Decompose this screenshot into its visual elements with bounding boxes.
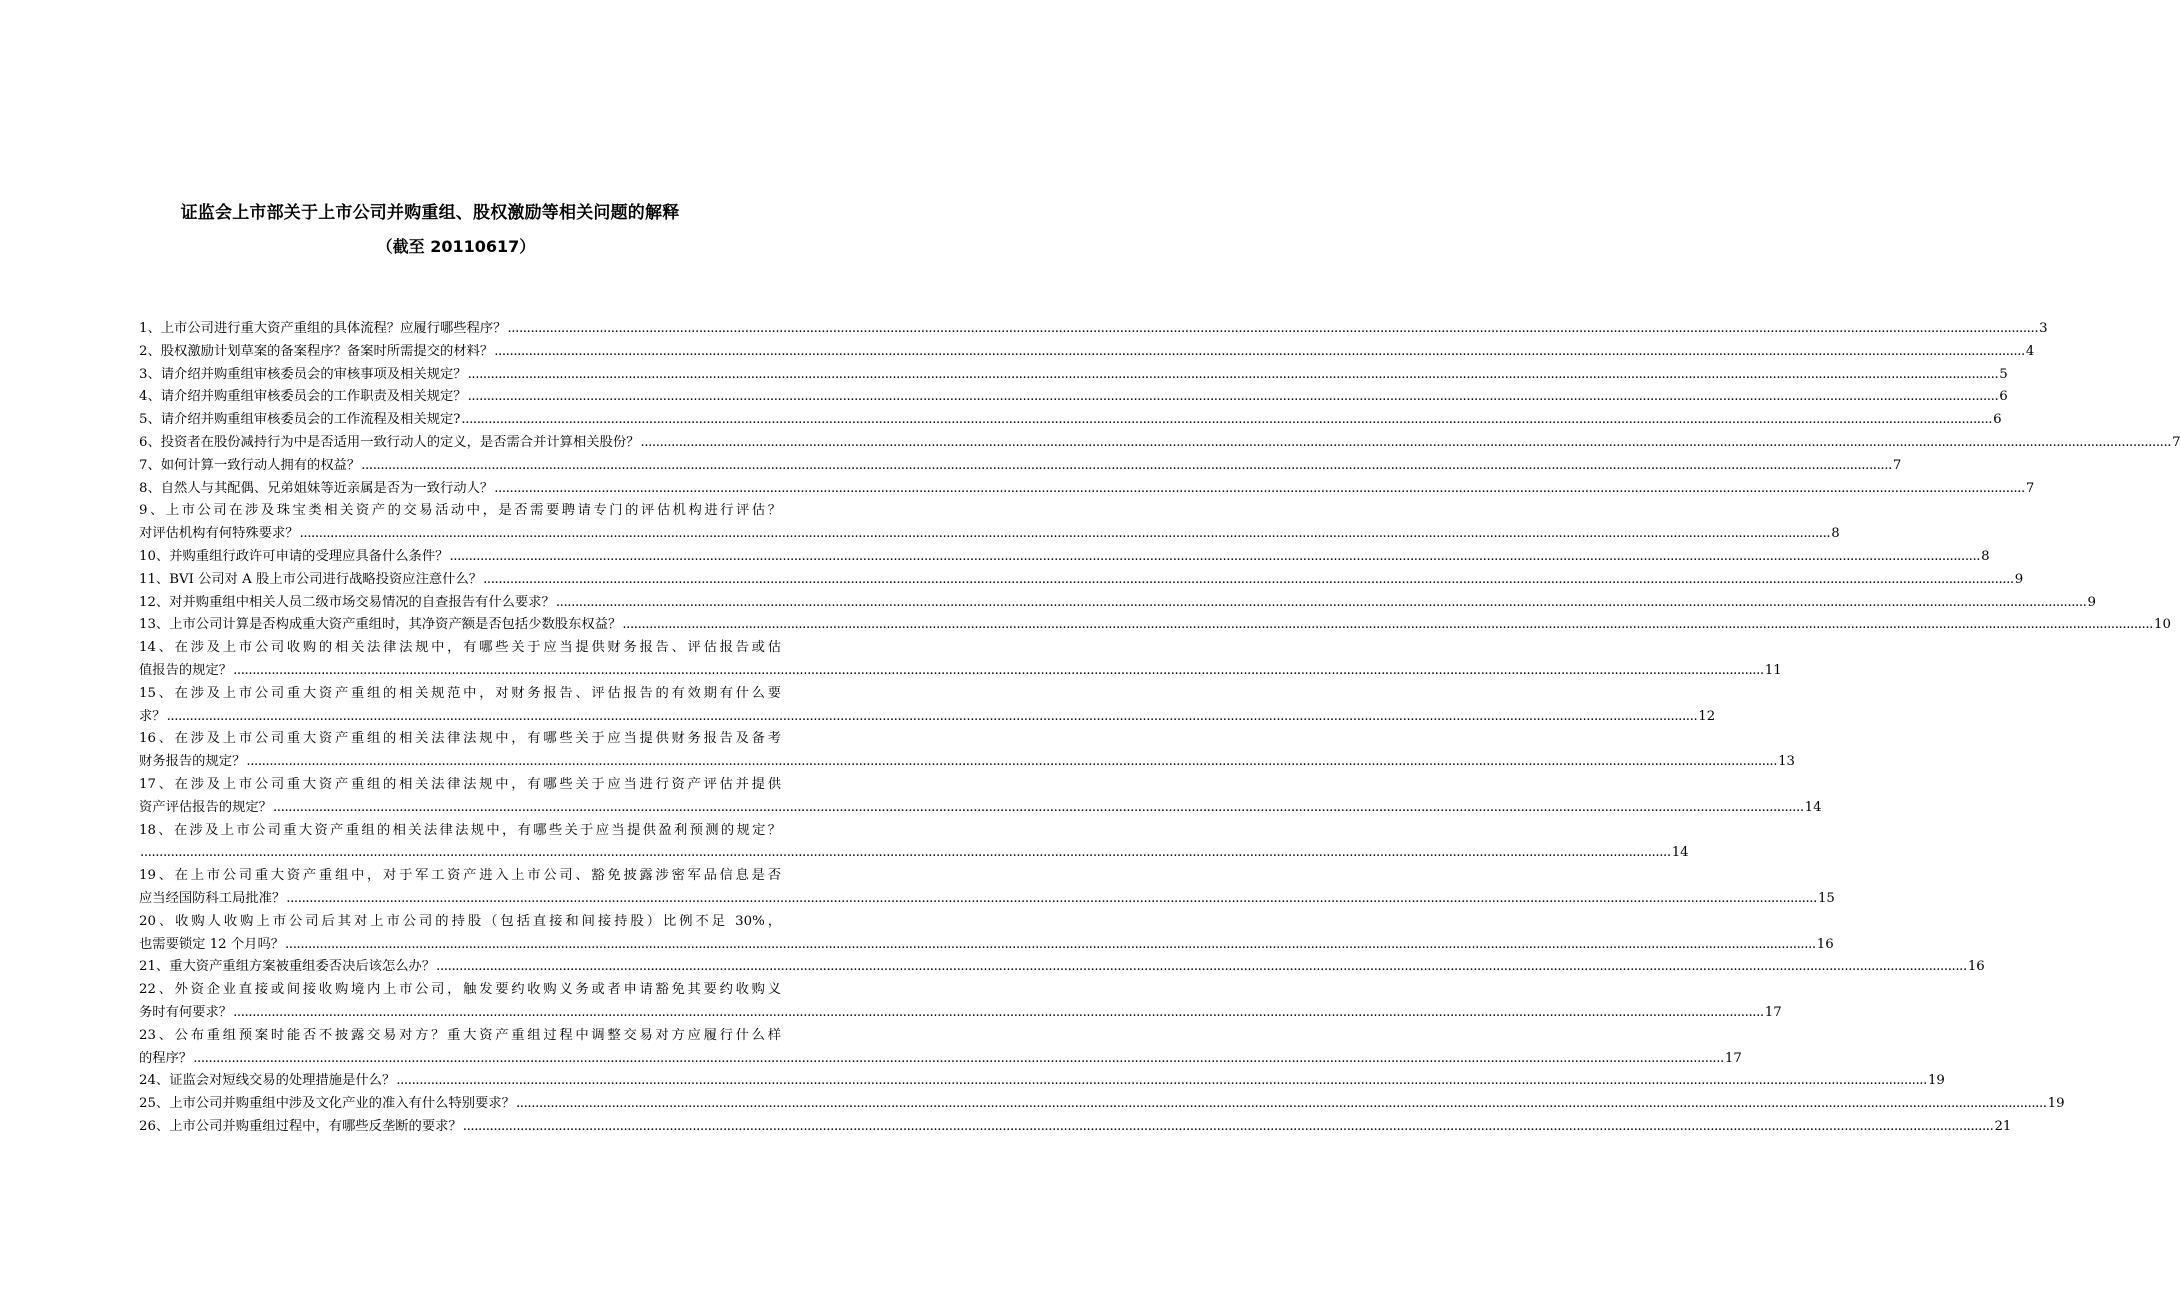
toc-entry-row (139, 1048, 1742, 1071)
toc-entry-text-line: 19、在上市公司重大资产重组中，对于军工资产进入上市公司、豁免披露涉密军品信息是否 (139, 868, 781, 884)
toc-entry-row (139, 1093, 2065, 1116)
toc-leader-dots: ................................................................................................................................................................................................................................................................................................................................................................................................................ (299, 526, 1831, 542)
toc-entry-text: 26、上市公司并购重组过程中，有哪些反垄断的要求？ (139, 1118, 462, 1134)
toc-entry-row (139, 523, 1840, 546)
toc-leader-dots: ................................................................................................................................................................................................................................................................................................................................................................................................................ (285, 936, 1816, 952)
toc-page-number: 14 (1804, 799, 1822, 815)
toc-page-number: 17 (1764, 1004, 1782, 1020)
toc-leader-dots: ................................................................................................................................................................................................................................................................................................................................................................................................................ (462, 1118, 1994, 1134)
toc-leader-dots: ................................................................................................................................................................................................................................................................................................................................................................................................................ (436, 959, 1967, 975)
toc-page-number: 13 (1778, 754, 1795, 770)
toc-page-number: 8 (1831, 526, 1840, 542)
toc-leader-dots: ................................................................................................................................................................................................................................................................................................................................................................................................................ (515, 1096, 2047, 1112)
toc-leader-dots: ................................................................................................................................................................................................................................................................................................................................................................................................................ (507, 321, 2039, 336)
toc-entry-text: 3、请介绍并购重组审核委员会的审核事项及相关规定？ (139, 366, 467, 382)
toc-page-number: 8 (1981, 548, 1990, 564)
toc-entry[interactable] (139, 478, 2035, 501)
toc-leader-dots: ................................................................................................................................................................................................................................................................................................................................................................................................................ (246, 754, 1778, 770)
toc-entry-text: 10、并购重组行政许可申请的受理应具备什么条件？ (139, 548, 449, 564)
toc-leader-dots: ................................................................................................................................................................................................................................................................................................................................................................................................................ (483, 571, 2014, 587)
toc-entry[interactable] (139, 979, 1782, 1025)
toc-page-number: 21 (1994, 1118, 2012, 1134)
toc-entry[interactable] (139, 820, 1689, 866)
toc-entry-row (139, 842, 1689, 865)
toc-leader-dots: ................................................................................................................................................................................................................................................................................................................................................................................................................ (361, 457, 1892, 473)
toc-entry[interactable] (139, 1025, 1742, 1071)
toc-entry-text-line: 14、在涉及上市公司收购的相关法律法规中，有哪些关于应当提供财务报告、评估报告或估 (139, 640, 781, 656)
toc-entry[interactable] (139, 500, 1840, 546)
toc-entry-text: 11、BVI 公司对 A 股上市公司进行战略投资应注意什么？ (139, 571, 483, 587)
toc-entry[interactable] (139, 409, 2002, 432)
toc-entry-text: 6、投资者在股份减持行为中是否适用一致行动人的定义，是否需合并计算相关股份？ (139, 434, 640, 450)
toc-entry-text-line: 18、在涉及上市公司重大资产重组的相关法律法规中，有哪些关于应当提供盈利预测的规定？ (139, 822, 781, 838)
toc-entry[interactable] (139, 637, 1782, 683)
toc-entry-row (139, 455, 1902, 478)
toc-leader-dots: ................................................................................................................................................................................................................................................................................................................................................................................................................ (233, 662, 1764, 678)
toc-entry[interactable] (139, 683, 1716, 729)
toc-entry-row (139, 318, 2048, 341)
toc-page-number: 9 (2087, 594, 2096, 610)
toc-entry-text: 21、重大资产重组方案被重组委否决后该怎么办？ (139, 959, 436, 975)
toc-entry-text: 8、自然人与其配偶、兄弟姐妹等近亲属是否为一致行动人？ (139, 480, 494, 496)
toc-page-number: 3 (2039, 321, 2048, 336)
toc-page-number: 7 (1892, 457, 1902, 473)
toc-page-number: 5 (1999, 366, 2008, 382)
toc-entry-text: 1、上市公司进行重大资产重组的具体流程？应履行哪些程序？ (139, 321, 507, 336)
toc-leader-dots: ................................................................................................................................................................................................................................................................................................................................................................................................................ (494, 343, 2025, 359)
toc-entry-text: 2、股权激励计划草案的备案程序？备案时所需提交的材料？ (139, 343, 494, 359)
toc-entry-text: 25、上市公司并购重组中涉及文化产业的准入有什么特别要求？ (139, 1096, 515, 1112)
toc-entry-text-line: 17、在涉及上市公司重大资产重组的相关法律法规中，有哪些关于应当进行资产评估并提供 (139, 776, 781, 792)
toc-entry-row (139, 432, 2181, 455)
document-title: 证监会上市部关于上市公司并购重组、股权激励等相关问题的解释 (180, 203, 680, 223)
toc-page-number: 7 (2025, 480, 2035, 496)
toc-entry[interactable] (139, 341, 2035, 364)
toc-entry-text-line: 23、公布重组预案时能否不披露交易对方？重大资产重组过程中调整交易对方应履行什么样 (139, 1027, 781, 1043)
toc-entry-row (139, 797, 1822, 820)
toc-entry-text: 值报告的规定？ (139, 662, 233, 678)
toc-entry-text: 资产评估报告的规定？ (139, 799, 272, 815)
toc-entry[interactable] (139, 364, 2008, 387)
toc-entry-row (139, 364, 2008, 387)
toc-leader-dots: ................................................................................................................................................................................................................................................................................................................................................................................................................ (140, 845, 1671, 861)
toc-entry[interactable] (139, 569, 2024, 592)
toc-entry[interactable] (139, 956, 1985, 979)
toc-entry[interactable] (139, 865, 1835, 911)
toc-entry-row (139, 1002, 1782, 1025)
toc-page-number: 16 (1967, 959, 1985, 975)
toc-leader-dots: ................................................................................................................................................................................................................................................................................................................................................................................................................ (461, 412, 1993, 428)
table-of-contents (139, 318, 2181, 1139)
toc-entry-row (139, 934, 1834, 957)
toc-entry-text: 务时有何要求？ (139, 1004, 233, 1020)
toc-entry-text: 对评估机构有何特殊要求？ (139, 526, 299, 542)
toc-entry[interactable] (139, 592, 2096, 615)
toc-entry-row (139, 546, 1990, 569)
toc-entry-row (139, 614, 2171, 637)
toc-page-number: 6 (1993, 412, 2002, 428)
toc-page-number: 19 (1927, 1073, 1945, 1089)
toc-entry-row (139, 592, 2096, 615)
toc-page-number: 11 (1764, 662, 1782, 678)
toc-entry[interactable] (139, 728, 1795, 774)
toc-entry[interactable] (139, 1070, 1945, 1093)
toc-entry[interactable] (139, 318, 2048, 341)
toc-leader-dots: ................................................................................................................................................................................................................................................................................................................................................................................................................ (555, 594, 2087, 610)
toc-entry-row (139, 478, 2035, 501)
toc-entry-text: 13、上市公司计算是否构成重大资产重组时，其净资产额是否包括少数股东权益？ (139, 617, 622, 633)
toc-leader-dots: ................................................................................................................................................................................................................................................................................................................................................................................................................ (396, 1073, 1927, 1089)
toc-entry-text: 24、证监会对短线交易的处理措施是什么？ (139, 1073, 396, 1089)
toc-leader-dots: ................................................................................................................................................................................................................................................................................................................................................................................................................ (622, 617, 2153, 633)
toc-page-number: 19 (2047, 1096, 2065, 1112)
toc-entry-row (139, 409, 2002, 432)
toc-leader-dots: ................................................................................................................................................................................................................................................................................................................................................................................................................ (467, 366, 1999, 382)
toc-entry-row (139, 341, 2035, 364)
toc-page-number: 16 (1816, 936, 1834, 952)
toc-leader-dots: ................................................................................................................................................................................................................................................................................................................................................................................................................ (467, 389, 1999, 405)
toc-entry-text: 的程序？ (139, 1050, 193, 1066)
toc-entry[interactable] (139, 774, 1822, 820)
toc-entry-row (139, 386, 2008, 409)
toc-entry-text: 12、对并购重组中相关人员二级市场交易情况的自查报告有什么要求？ (139, 594, 555, 610)
toc-entry[interactable] (139, 614, 2171, 637)
toc-leader-dots: ................................................................................................................................................................................................................................................................................................................................................................................................................ (166, 708, 1698, 724)
toc-entry[interactable] (139, 386, 2008, 409)
toc-entry[interactable] (139, 1093, 2065, 1116)
toc-entry-row (139, 706, 1716, 729)
document-subtitle: （截至 20110617） (376, 237, 536, 256)
toc-entry[interactable] (139, 911, 1834, 957)
toc-entry-text-line: 9、上市公司在涉及珠宝类相关资产的交易活动中，是否需要聘请专门的评估机构进行评估？ (139, 503, 781, 519)
toc-entry-row (139, 751, 1795, 774)
toc-page-number: 12 (1698, 708, 1716, 724)
toc-entry[interactable] (139, 1116, 2012, 1139)
toc-page-number: 14 (1671, 845, 1689, 861)
toc-entry-text: 也需要锁定 12 个月吗？ (139, 936, 285, 952)
toc-page-number: 4 (2025, 343, 2035, 359)
toc-entry-text: 4、请介绍并购重组审核委员会的工作职责及相关规定？ (139, 389, 467, 405)
toc-entry-text-line: 22、外资企业直接或间接收购境内上市公司，触发要约收购义务或者申请豁免其要约收购义 (139, 982, 781, 998)
toc-entry-text-line: 20、收购人收购上市公司后其对上市公司的持股（包括直接和间接持股）比例不足 30%， (139, 913, 781, 929)
toc-entry-row (139, 956, 1985, 979)
toc-leader-dots: ................................................................................................................................................................................................................................................................................................................................................................................................................ (449, 548, 1981, 564)
toc-entry-text: 财务报告的规定？ (139, 754, 246, 770)
toc-entry-text: 应当经国防科工局批准？ (139, 890, 286, 906)
toc-entry-text: 5、请介绍并购重组审核委员会的工作流程及相关规定? (139, 412, 461, 428)
toc-page-number: 6 (1999, 389, 2008, 405)
toc-page-number: 17 (1724, 1050, 1742, 1066)
toc-entry[interactable] (139, 455, 1902, 478)
toc-entry-text-line: 16、在涉及上市公司重大资产重组的相关法律法规中，有哪些关于应当提供财务报告及备考 (139, 731, 781, 747)
toc-leader-dots: ................................................................................................................................................................................................................................................................................................................................................................................................................ (272, 799, 1804, 815)
toc-entry-row (139, 569, 2024, 592)
toc-leader-dots: ................................................................................................................................................................................................................................................................................................................................................................................................................ (233, 1004, 1764, 1020)
toc-entry-text: 7、如何计算一致行动人拥有的权益？ (139, 457, 361, 473)
toc-page-number: 9 (2014, 571, 2024, 587)
toc-entry-row (139, 1070, 1945, 1093)
toc-leader-dots: ................................................................................................................................................................................................................................................................................................................................................................................................................ (286, 890, 1817, 906)
toc-leader-dots: ................................................................................................................................................................................................................................................................................................................................................................................................................ (640, 434, 2172, 450)
toc-entry-row (139, 1116, 2012, 1139)
toc-page-number: 15 (1817, 890, 1835, 906)
toc-entry-row (139, 660, 1782, 683)
toc-leader-dots: ................................................................................................................................................................................................................................................................................................................................................................................................................ (494, 480, 2025, 496)
toc-page-number: 7 (2172, 434, 2181, 450)
toc-leader-dots: ................................................................................................................................................................................................................................................................................................................................................................................................................ (193, 1050, 1724, 1066)
toc-entry[interactable] (139, 432, 2181, 455)
toc-entry-row (139, 888, 1835, 911)
toc-entry[interactable] (139, 546, 1990, 569)
toc-entry-text-line: 15、在涉及上市公司重大资产重组的相关规范中，对财务报告、评估报告的有效期有什么要 (139, 685, 781, 701)
toc-page-number: 10 (2154, 617, 2171, 633)
toc-entry-text: 求？ (139, 708, 166, 724)
